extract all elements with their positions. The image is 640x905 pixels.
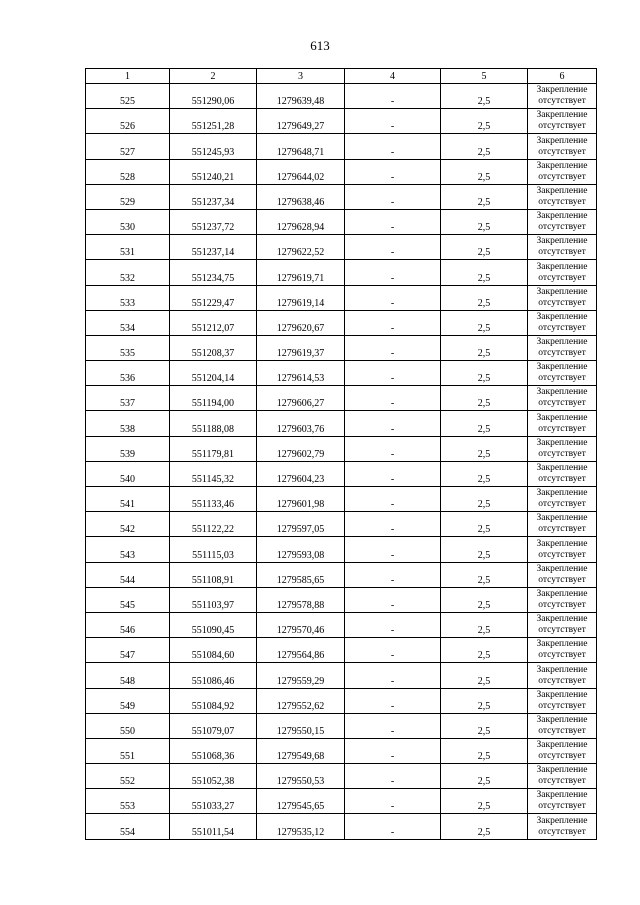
note-line-1: Закрепление [536, 790, 588, 801]
column-4-cell: - [345, 638, 441, 663]
column-5-cell: 2,5 [441, 562, 528, 587]
table-row [86, 260, 597, 285]
column-4-cell: - [345, 713, 441, 738]
note-line-1: Закрепление [536, 815, 588, 826]
y-coordinate-cell: 1279619,71 [257, 260, 345, 285]
note-line-1: Закрепление [536, 110, 588, 121]
table-row [86, 461, 597, 486]
x-coordinate-cell: 551122,22 [170, 512, 257, 537]
note-cell [528, 562, 597, 587]
note-line-1: Закрепление [536, 740, 588, 751]
note-cell [528, 663, 597, 688]
note-line-2: отсутствует [538, 398, 586, 409]
x-coordinate-cell: 551237,14 [170, 235, 257, 260]
x-coordinate-cell: 551290,06 [170, 84, 257, 109]
note-cell [528, 411, 597, 436]
note-cell [528, 537, 597, 562]
column-4-cell: - [345, 612, 441, 637]
column-5-cell: 2,5 [441, 814, 528, 839]
note-line-2: отсутствует [538, 625, 586, 636]
point-number-cell: 531 [86, 235, 170, 260]
note-cell [528, 159, 597, 184]
column-5-cell: 2,5 [441, 436, 528, 461]
y-coordinate-cell: 1279603,76 [257, 411, 345, 436]
y-coordinate-cell: 1279535,12 [257, 814, 345, 839]
note-cell [528, 109, 597, 134]
point-number-cell: 541 [86, 487, 170, 512]
note-cell [528, 310, 597, 335]
note-line-1: Закрепление [536, 437, 588, 448]
y-coordinate-cell: 1279638,46 [257, 184, 345, 209]
y-coordinate-cell: 1279601,98 [257, 487, 345, 512]
point-number-cell: 533 [86, 285, 170, 310]
x-coordinate-cell: 551229,47 [170, 285, 257, 310]
note-line-2: отсутствует [538, 146, 586, 157]
note-cell [528, 764, 597, 789]
y-coordinate-cell: 1279648,71 [257, 134, 345, 159]
column-5-cell: 2,5 [441, 764, 528, 789]
column-4-cell: - [345, 159, 441, 184]
column-5-cell: 2,5 [441, 612, 528, 637]
table-row [86, 209, 597, 234]
note-line-1: Закрепление [536, 639, 588, 650]
table-row [86, 487, 597, 512]
x-coordinate-cell: 551084,92 [170, 688, 257, 713]
column-4-cell: - [345, 235, 441, 260]
note-line-2: отсутствует [538, 448, 586, 459]
note-line-1: Закрепление [536, 488, 588, 499]
column-5-cell: 2,5 [441, 209, 528, 234]
note-line-2: отсутствует [538, 650, 586, 661]
table-header [86, 69, 597, 84]
table-row [86, 235, 597, 260]
column-5-cell: 2,5 [441, 134, 528, 159]
note-cell [528, 789, 597, 814]
point-number-cell: 554 [86, 814, 170, 839]
column-4-cell: - [345, 209, 441, 234]
note-line-2: отсутствует [538, 348, 586, 359]
table-row [86, 184, 597, 209]
note-line-1: Закрепление [536, 286, 588, 297]
note-line-1: Закрепление [536, 538, 588, 549]
table-row [86, 84, 597, 109]
point-number-cell: 528 [86, 159, 170, 184]
point-number-cell: 535 [86, 335, 170, 360]
note-cell [528, 386, 597, 411]
table-row [86, 411, 597, 436]
table-row [86, 638, 597, 663]
note-cell [528, 587, 597, 612]
x-coordinate-cell: 551033,27 [170, 789, 257, 814]
note-line-2: отсутствует [538, 96, 586, 107]
note-line-2: отсутствует [538, 171, 586, 182]
note-line-1: Закрепление [536, 236, 588, 247]
note-line-1: Закрепление [536, 563, 588, 574]
x-coordinate-cell: 551108,91 [170, 562, 257, 587]
x-coordinate-cell: 551052,38 [170, 764, 257, 789]
note-line-2: отсутствует [538, 574, 586, 585]
column-5-cell: 2,5 [441, 587, 528, 612]
x-coordinate-cell: 551208,37 [170, 335, 257, 360]
table-row [86, 663, 597, 688]
column-5-cell: 2,5 [441, 159, 528, 184]
note-line-1: Закрепление [536, 664, 588, 675]
note-line-2: отсутствует [538, 499, 586, 510]
coordinates-table [85, 68, 597, 840]
column-4-cell: - [345, 109, 441, 134]
y-coordinate-cell: 1279619,37 [257, 335, 345, 360]
note-line-1: Закрепление [536, 85, 588, 96]
note-cell [528, 134, 597, 159]
column-5-cell: 2,5 [441, 386, 528, 411]
y-coordinate-cell: 1279649,27 [257, 109, 345, 134]
column-4-cell: - [345, 537, 441, 562]
column-header: 6 [528, 69, 597, 84]
column-4-cell: - [345, 688, 441, 713]
note-line-2: отсутствует [538, 700, 586, 711]
point-number-cell: 550 [86, 713, 170, 738]
note-line-1: Закрепление [536, 765, 588, 776]
note-line-2: отсутствует [538, 524, 586, 535]
point-number-cell: 527 [86, 134, 170, 159]
point-number-cell: 552 [86, 764, 170, 789]
table-row [86, 562, 597, 587]
y-coordinate-cell: 1279597,05 [257, 512, 345, 537]
y-coordinate-cell: 1279619,14 [257, 285, 345, 310]
note-line-2: отсутствует [538, 751, 586, 762]
note-cell [528, 512, 597, 537]
note-line-2: отсутствует [538, 196, 586, 207]
note-cell [528, 461, 597, 486]
x-coordinate-cell: 551204,14 [170, 361, 257, 386]
point-number-cell: 549 [86, 688, 170, 713]
x-coordinate-cell: 551115,03 [170, 537, 257, 562]
note-line-1: Закрепление [536, 185, 588, 196]
column-5-cell: 2,5 [441, 512, 528, 537]
point-number-cell: 540 [86, 461, 170, 486]
column-4-cell: - [345, 184, 441, 209]
note-line-1: Закрепление [536, 714, 588, 725]
y-coordinate-cell: 1279550,15 [257, 713, 345, 738]
note-line-1: Закрепление [536, 689, 588, 700]
y-coordinate-cell: 1279570,46 [257, 612, 345, 637]
table-row [86, 361, 597, 386]
y-coordinate-cell: 1279614,53 [257, 361, 345, 386]
column-4-cell: - [345, 411, 441, 436]
note-line-1: Закрепление [536, 311, 588, 322]
column-4-cell: - [345, 335, 441, 360]
column-5-cell: 2,5 [441, 310, 528, 335]
note-line-1: Закрепление [536, 160, 588, 171]
note-line-1: Закрепление [536, 135, 588, 146]
y-coordinate-cell: 1279549,68 [257, 738, 345, 763]
x-coordinate-cell: 551133,46 [170, 487, 257, 512]
column-4-cell: - [345, 663, 441, 688]
table-row [86, 285, 597, 310]
column-header: 5 [441, 69, 528, 84]
y-coordinate-cell: 1279559,29 [257, 663, 345, 688]
column-4-cell: - [345, 738, 441, 763]
x-coordinate-cell: 551090,45 [170, 612, 257, 637]
column-header: 2 [170, 69, 257, 84]
column-4-cell: - [345, 285, 441, 310]
point-number-cell: 534 [86, 310, 170, 335]
note-line-1: Закрепление [536, 211, 588, 222]
note-cell [528, 184, 597, 209]
x-coordinate-cell: 551245,93 [170, 134, 257, 159]
note-line-2: отсутствует [538, 725, 586, 736]
x-coordinate-cell: 551068,36 [170, 738, 257, 763]
table-row [86, 159, 597, 184]
note-cell [528, 285, 597, 310]
column-5-cell: 2,5 [441, 789, 528, 814]
note-line-1: Закрепление [536, 463, 588, 473]
column-header: 3 [257, 69, 345, 84]
column-4-cell: - [345, 310, 441, 335]
point-number-cell: 548 [86, 663, 170, 688]
x-coordinate-cell: 551084,60 [170, 638, 257, 663]
note-line-2: отсутствует [538, 222, 586, 233]
note-cell [528, 361, 597, 386]
point-number-cell: 537 [86, 386, 170, 411]
point-number-cell: 526 [86, 109, 170, 134]
column-4-cell: - [345, 461, 441, 486]
column-5-cell: 2,5 [441, 638, 528, 663]
point-number-cell: 525 [86, 84, 170, 109]
note-cell [528, 713, 597, 738]
column-5-cell: 2,5 [441, 487, 528, 512]
point-number-cell: 544 [86, 562, 170, 587]
y-coordinate-cell: 1279550,53 [257, 764, 345, 789]
column-4-cell: - [345, 814, 441, 839]
note-line-2: отсутствует [538, 776, 586, 787]
column-5-cell: 2,5 [441, 335, 528, 360]
note-line-2: отсутствует [538, 423, 586, 434]
column-5-cell: 2,5 [441, 109, 528, 134]
y-coordinate-cell: 1279620,67 [257, 310, 345, 335]
column-5-cell: 2,5 [441, 688, 528, 713]
point-number-cell: 553 [86, 789, 170, 814]
point-number-cell: 538 [86, 411, 170, 436]
note-line-1: Закрепление [536, 513, 588, 524]
x-coordinate-cell: 551103,97 [170, 587, 257, 612]
column-4-cell: - [345, 789, 441, 814]
note-line-1: Закрепление [536, 588, 588, 599]
column-5-cell: 2,5 [441, 738, 528, 763]
y-coordinate-cell: 1279552,62 [257, 688, 345, 713]
x-coordinate-cell: 551079,07 [170, 713, 257, 738]
note-cell [528, 235, 597, 260]
table-row [86, 814, 597, 839]
point-number-cell: 532 [86, 260, 170, 285]
x-coordinate-cell: 551188,08 [170, 411, 257, 436]
y-coordinate-cell: 1279602,79 [257, 436, 345, 461]
column-5-cell: 2,5 [441, 663, 528, 688]
table-row [86, 738, 597, 763]
column-4-cell: - [345, 436, 441, 461]
note-cell [528, 335, 597, 360]
table-row [86, 109, 597, 134]
note-line-1: Закрепление [536, 337, 588, 348]
table-row [86, 537, 597, 562]
point-number-cell: 546 [86, 612, 170, 637]
column-4-cell: - [345, 587, 441, 612]
x-coordinate-cell: 551251,28 [170, 109, 257, 134]
column-5-cell: 2,5 [441, 260, 528, 285]
point-number-cell: 551 [86, 738, 170, 763]
table-row [86, 335, 597, 360]
y-coordinate-cell: 1279644,02 [257, 159, 345, 184]
x-coordinate-cell: 551237,72 [170, 209, 257, 234]
note-line-2: отсутствует [538, 826, 586, 837]
column-5-cell: 2,5 [441, 461, 528, 486]
table-row [86, 789, 597, 814]
column-5-cell: 2,5 [441, 235, 528, 260]
note-line-1: Закрепление [536, 362, 588, 373]
table-row [86, 688, 597, 713]
column-4-cell: - [345, 512, 441, 537]
note-cell [528, 209, 597, 234]
note-cell [528, 688, 597, 713]
note-line-2: отсутствует [538, 322, 586, 333]
table-row [86, 612, 597, 637]
column-4-cell: - [345, 764, 441, 789]
note-line-2: отсутствует [538, 373, 586, 384]
note-line-1: Закрепление [536, 614, 588, 625]
x-coordinate-cell: 551194,00 [170, 386, 257, 411]
note-line-1: Закрепление [536, 412, 588, 423]
note-line-2: отсутствует [538, 247, 586, 258]
table-row [86, 386, 597, 411]
point-number-cell: 542 [86, 512, 170, 537]
x-coordinate-cell: 551212,07 [170, 310, 257, 335]
y-coordinate-cell: 1279578,88 [257, 587, 345, 612]
y-coordinate-cell: 1279639,48 [257, 84, 345, 109]
point-number-cell: 536 [86, 361, 170, 386]
point-number-cell: 543 [86, 537, 170, 562]
table-row [86, 713, 597, 738]
table-row [86, 587, 597, 612]
column-5-cell: 2,5 [441, 537, 528, 562]
column-4-cell: - [345, 134, 441, 159]
note-line-1: Закрепление [536, 261, 588, 272]
note-cell [528, 436, 597, 461]
note-line-2: отсутствует [538, 801, 586, 812]
table-body [86, 84, 597, 840]
x-coordinate-cell: 551234,75 [170, 260, 257, 285]
note-line-2: отсутствует [538, 549, 586, 560]
table-row [86, 134, 597, 159]
column-4-cell: - [345, 487, 441, 512]
table-row [86, 310, 597, 335]
page-number: 613 [310, 38, 330, 53]
point-number-cell: 539 [86, 436, 170, 461]
y-coordinate-cell: 1279545,65 [257, 789, 345, 814]
point-number-cell: 545 [86, 587, 170, 612]
note-line-2: отсутствует [538, 272, 586, 283]
note-cell [528, 612, 597, 637]
y-coordinate-cell: 1279604,23 [257, 461, 345, 486]
column-5-cell: 2,5 [441, 713, 528, 738]
y-coordinate-cell: 1279585,65 [257, 562, 345, 587]
note-line-2: отсутствует [538, 599, 586, 610]
point-number-cell: 529 [86, 184, 170, 209]
table-row [86, 436, 597, 461]
table-row [86, 764, 597, 789]
x-coordinate-cell: 551237,34 [170, 184, 257, 209]
note-line-2: отсутствует [538, 121, 586, 132]
column-5-cell: 2,5 [441, 285, 528, 310]
column-4-cell: - [345, 562, 441, 587]
x-coordinate-cell: 551179,81 [170, 436, 257, 461]
header-row [86, 69, 597, 84]
note-cell [528, 738, 597, 763]
y-coordinate-cell: 1279628,94 [257, 209, 345, 234]
note-line-2: отсутствует [538, 474, 586, 484]
note-cell [528, 638, 597, 663]
column-4-cell: - [345, 386, 441, 411]
note-cell [528, 487, 597, 512]
column-header: 4 [345, 69, 441, 84]
point-number-cell: 547 [86, 638, 170, 663]
column-5-cell: 2,5 [441, 361, 528, 386]
note-line-2: отсутствует [538, 675, 586, 686]
column-4-cell: - [345, 260, 441, 285]
column-5-cell: 2,5 [441, 84, 528, 109]
y-coordinate-cell: 1279622,52 [257, 235, 345, 260]
note-cell [528, 84, 597, 109]
x-coordinate-cell: 551086,46 [170, 663, 257, 688]
note-cell [528, 814, 597, 839]
x-coordinate-cell: 551145,32 [170, 461, 257, 486]
column-5-cell: 2,5 [441, 184, 528, 209]
y-coordinate-cell: 1279606,27 [257, 386, 345, 411]
y-coordinate-cell: 1279593,08 [257, 537, 345, 562]
point-number-cell: 530 [86, 209, 170, 234]
note-line-2: отсутствует [538, 297, 586, 308]
column-4-cell: - [345, 361, 441, 386]
column-5-cell: 2,5 [441, 411, 528, 436]
x-coordinate-cell: 551011,54 [170, 814, 257, 839]
column-header: 1 [86, 69, 170, 84]
note-cell [528, 260, 597, 285]
y-coordinate-cell: 1279564,86 [257, 638, 345, 663]
x-coordinate-cell: 551240,21 [170, 159, 257, 184]
column-4-cell: - [345, 84, 441, 109]
note-line-1: Закрепление [536, 387, 588, 398]
table-row [86, 512, 597, 537]
